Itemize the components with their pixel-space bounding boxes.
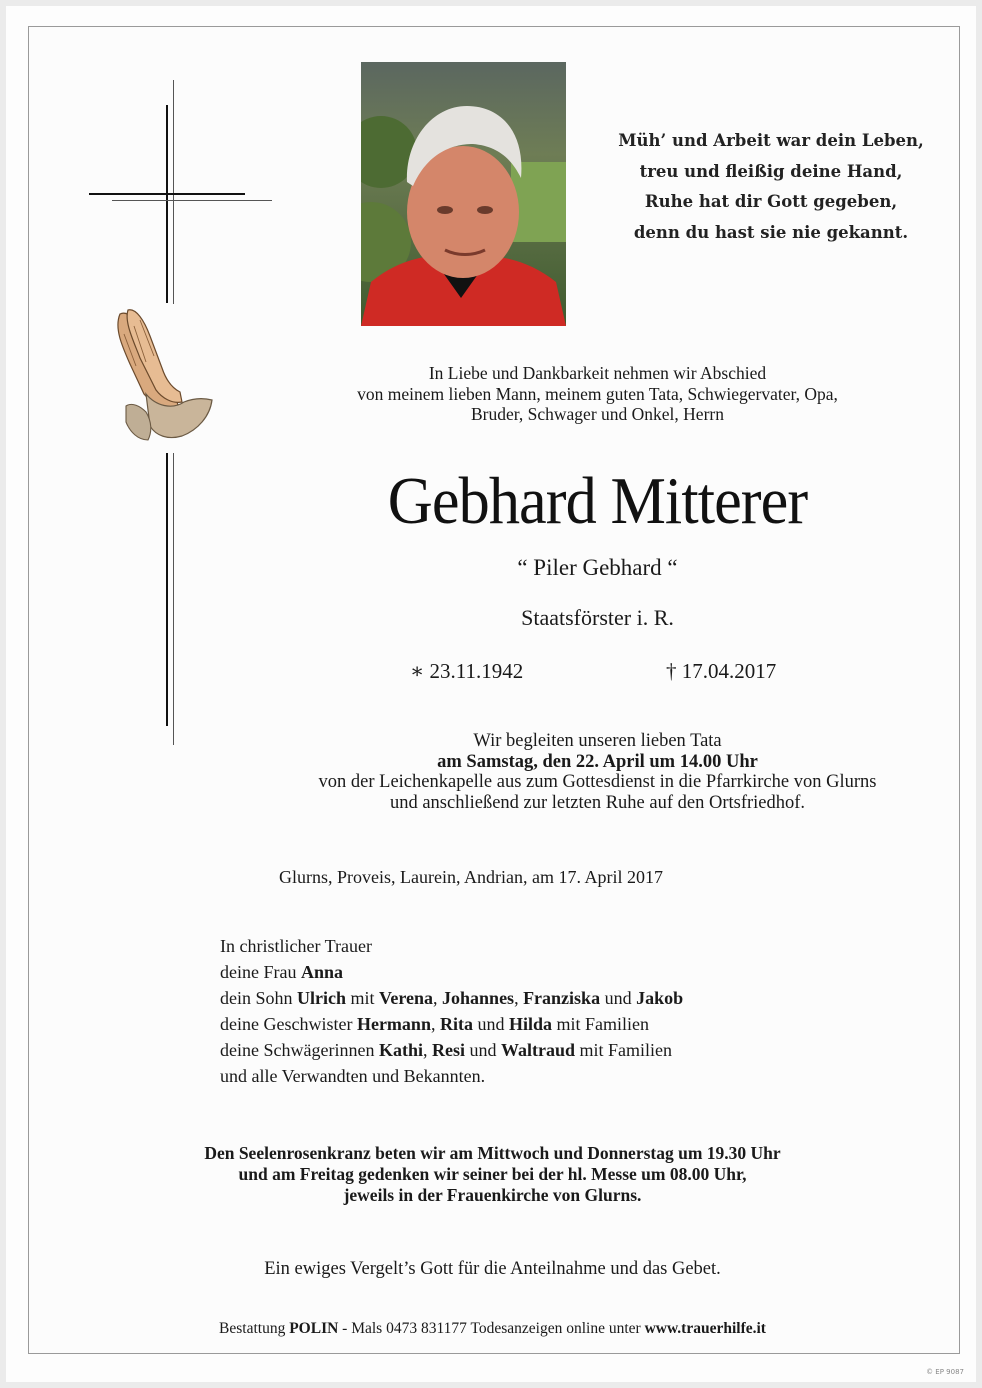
memorial-poem	[612, 126, 930, 248]
rosary-info	[160, 1143, 825, 1206]
death-date: † 17.04.2017	[666, 659, 777, 683]
funeral-line: und anschließend zur letzten Ruhe auf den Ortsfriedhof.	[389, 792, 806, 813]
mourner-line: deine Schwägerinnen Kathi, Resi und Waltraud mit Familien	[220, 1040, 672, 1060]
poem-line: treu und fleißig deine Hand,	[639, 161, 903, 181]
mourner-line: deine Frau Anna	[220, 962, 344, 982]
mourners-list	[220, 933, 683, 1089]
mourner-line: dein Sohn Ulrich mit Verena, Johannes, Franziska und Jakob	[220, 988, 684, 1008]
portrait-photo	[361, 62, 566, 326]
company-name: POLIN	[289, 1320, 339, 1337]
poem-line: Ruhe hat dir Gott gegeben,	[644, 192, 898, 211]
deceased-title: Staatsförster i. R.	[521, 605, 674, 630]
place-date: Glurns, Proveis, Laurein, Andrian, am 17. April 2017	[279, 867, 663, 887]
funeral-date: am Samstag, den 22. April um 14.00 Uhr	[437, 751, 758, 772]
funeral-line: von der Leichenkapelle aus zum Gottesdienst in die Pfarrkirche von Glurns	[318, 772, 877, 792]
rosary-line: und am Freitag gedenken wir seiner bei der hl. Messe um 08.00 Uhr,	[238, 1164, 747, 1184]
product-code: © EP 9087	[926, 1368, 964, 1376]
farewell-intro	[300, 363, 895, 425]
intro-line: von meinem lieben Mann, meinem guten Tata, Schwiegervater, Opa,	[357, 383, 838, 404]
funeral-info	[270, 731, 925, 813]
rosary-line: jeweils in der Frauenkirche von Glurns.	[343, 1185, 642, 1205]
mourner-line: und alle Verwandten und Bekannten.	[220, 1066, 486, 1086]
rosary-line: Den Seelenrosenkranz beten wir am Mittwoch und Donnerstag um 19.30 Uhr	[204, 1143, 781, 1163]
intro-line: In Liebe und Dankbarkeit nehmen wir Abschied	[428, 363, 767, 383]
website-link[interactable]: www.trauerhilfe.it	[644, 1320, 766, 1337]
funeral-line: Wir begleiten unseren lieben Tata	[473, 731, 722, 751]
poem-line: denn du hast sie nie gekannt.	[633, 222, 909, 242]
praying-hands-icon	[106, 306, 218, 446]
footer-credit: Bestattung POLIN - Mals 0473 831177 Todesanzeigen online unter www.trauerhilfe.it	[219, 1320, 766, 1337]
mourner-line: deine Geschwister Hermann, Rita und Hilda mit Familien	[220, 1014, 649, 1034]
mourner-line: In christlicher Trauer	[220, 936, 372, 956]
intro-line: Bruder, Schwager und Onkel, Herrn	[471, 404, 724, 424]
birth-date: ∗ 23.11.1942	[410, 659, 524, 683]
thanks-line: Ein ewiges Vergelt’s Gott für die Anteilnahme und das Gebet.	[264, 1259, 721, 1279]
deceased-nickname: “ Piler Gebhard “	[517, 555, 678, 580]
deceased-name: Gebhard Mitterer	[387, 464, 808, 538]
poem-line: Müh’ und Arbeit war dein Leben,	[618, 131, 924, 150]
